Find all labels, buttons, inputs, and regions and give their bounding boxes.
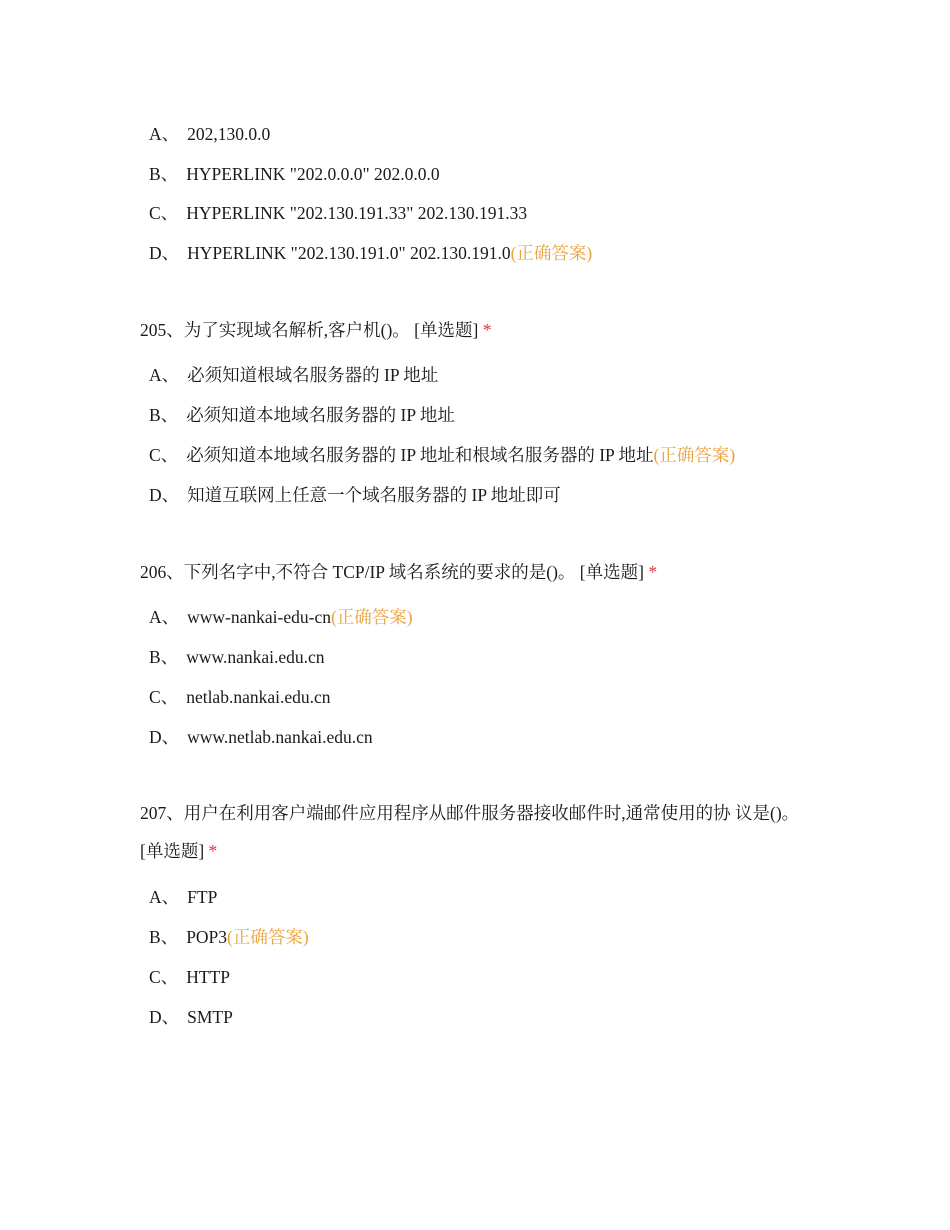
option-text: HTTP (186, 967, 230, 987)
option-text: netlab.nankai.edu.cn (186, 687, 331, 707)
option-q206-c (149, 686, 331, 708)
question-text: 207、用户在利用客户端邮件应用程序从邮件服务器接收邮件时,通常使用的协 议是()。 [单选题] (140, 803, 800, 861)
option-q205-a (149, 364, 438, 386)
question-207 (140, 794, 820, 870)
option-text: SMTP (187, 1007, 233, 1027)
option-text: HYPERLINK "202.0.0.0" 202.0.0.0 (186, 164, 440, 184)
option-letter: B、 (149, 647, 179, 667)
question-text: 205、为了实现域名解析,客户机()。 [单选题] (140, 320, 479, 340)
question-206 (140, 553, 820, 591)
option-letter: C、 (149, 687, 179, 707)
option-text: HYPERLINK "202.130.191.0" 202.130.191.0 (187, 243, 511, 263)
option-text: www-nankai-edu-cn (187, 607, 331, 627)
option-letter: C、 (149, 445, 179, 465)
option-q206-b (149, 646, 325, 668)
option-q206-d (149, 726, 373, 748)
option-text: www.netlab.nankai.edu.cn (187, 727, 373, 747)
option-letter: A、 (149, 887, 180, 907)
option-text: www.nankai.edu.cn (186, 647, 325, 667)
option-text: FTP (187, 887, 218, 907)
correct-answer-tag: (正确答案) (653, 445, 736, 465)
option-letter: C、 (149, 967, 179, 987)
option-q207-a (149, 886, 217, 908)
question-text: 206、下列名字中,不符合 TCP/IP 域名系统的要求的是()。 [单选题] (140, 562, 644, 582)
option-q207-b (149, 926, 309, 948)
correct-answer-tag: (正确答案) (510, 243, 593, 263)
option-text: HYPERLINK "202.130.191.33" 202.130.191.33 (186, 203, 528, 223)
option-q206-a (149, 606, 413, 628)
option-text: 必须知道本地域名服务器的 IP 地址 (186, 405, 455, 425)
option-letter: B、 (149, 405, 179, 425)
option-q204-d (149, 242, 592, 264)
option-text: POP3 (186, 927, 228, 947)
option-q204-c (149, 202, 527, 224)
option-letter: A、 (149, 124, 180, 144)
option-text: 必须知道根域名服务器的 IP 地址 (187, 365, 439, 385)
correct-answer-tag: (正确答案) (330, 607, 413, 627)
required-mark: * (208, 841, 218, 861)
option-letter: C、 (149, 203, 179, 223)
option-letter: A、 (149, 365, 180, 385)
option-q205-d (149, 484, 561, 506)
option-letter: D、 (149, 485, 180, 505)
option-letter: D、 (149, 1007, 180, 1027)
option-letter: D、 (149, 243, 180, 263)
option-letter: D、 (149, 727, 180, 747)
option-q204-b (149, 163, 440, 185)
option-text: 202,130.0.0 (187, 124, 271, 144)
option-q204-a (149, 123, 270, 145)
question-205 (140, 311, 820, 349)
correct-answer-tag: (正确答案) (227, 927, 309, 947)
option-q205-c (149, 444, 735, 466)
option-letter: A、 (149, 607, 180, 627)
option-q205-b (149, 404, 455, 426)
option-q207-c (149, 966, 230, 988)
option-text: 必须知道本地域名服务器的 IP 地址和根域名服务器的 IP 地址 (186, 445, 654, 465)
required-mark: * (482, 320, 492, 340)
option-q207-d (149, 1006, 233, 1028)
option-text: 知道互联网上任意一个域名服务器的 IP 地址即可 (187, 485, 561, 505)
required-mark: * (648, 562, 658, 582)
option-letter: B、 (149, 927, 179, 947)
option-letter: B、 (149, 164, 179, 184)
